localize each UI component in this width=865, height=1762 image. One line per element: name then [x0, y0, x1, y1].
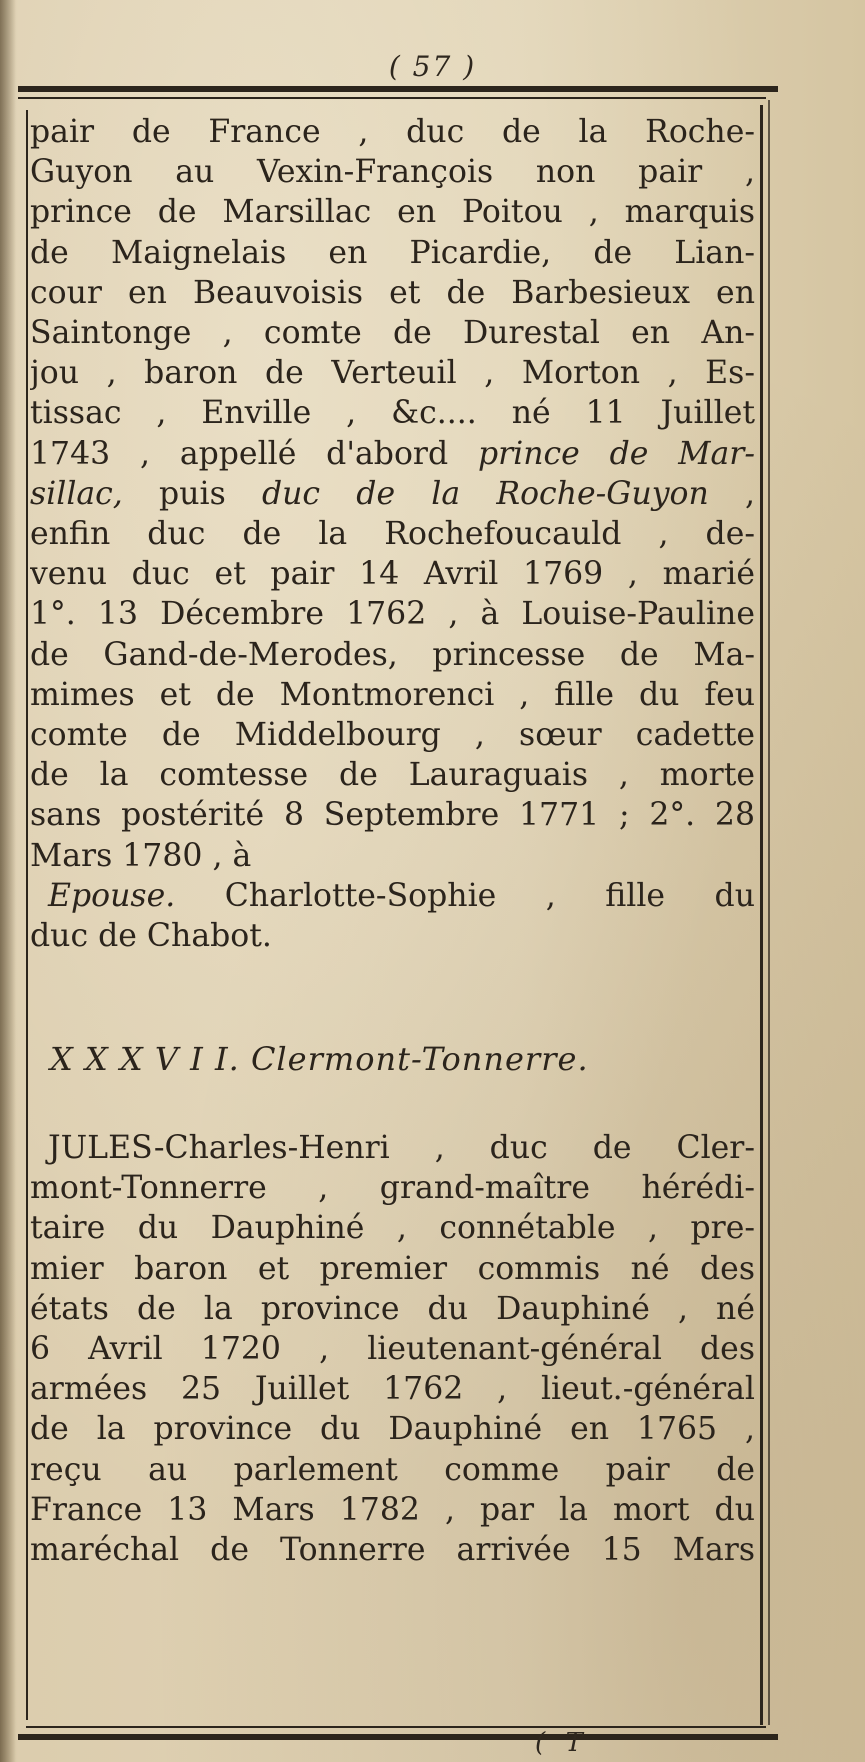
text-line: jou , baron de Verteuil , Morton , Es- [30, 355, 755, 392]
text-line: JULES-Charles-Henri , duc de Cler- [48, 1130, 755, 1166]
text-line: enfin duc de la Rochefoucauld , de- [30, 516, 755, 553]
text-line: états de la province du Dauphiné , né [30, 1290, 755, 1327]
epouse-line [30, 876, 755, 916]
text-segment: Charlotte-Sophie , fille du [175, 877, 755, 914]
catchword: ( T [535, 1728, 589, 1758]
section-numeral: X X X V I I. [50, 1040, 240, 1078]
text-line-mixed [30, 434, 755, 474]
text-segment: 1743 , appellé d'abord [30, 435, 478, 472]
frame-right-rule [760, 105, 763, 1725]
top-thick-rule [18, 86, 778, 92]
frame-right-rule-outer [768, 100, 770, 1725]
text-line: de la comtesse de Lauraguais , morte [30, 757, 755, 794]
text-line: prince de Marsillac en Poitou , marquis [30, 194, 755, 231]
text-line: maréchal de Tonnerre arrivée 15 Mars [30, 1532, 755, 1569]
text-line: pair de France , duc de la Roche- [30, 114, 755, 150]
section-heading [30, 1040, 755, 1078]
page-footer [0, 1728, 865, 1762]
page-number: ( 57 ) [388, 50, 477, 83]
text-line: de Maignelais en Picardie, de Lian- [30, 234, 755, 271]
text-line: comte de Middelbourg , sœur cadette [30, 717, 755, 754]
text-line: de la province du Dauphiné en 1765 , [30, 1411, 755, 1448]
epouse-label: Epouse. [48, 877, 176, 914]
text-segment: , [708, 475, 755, 512]
italic-segment: sillac, [30, 475, 123, 512]
text-line: cour en Beauvoisis et de Barbesieux en [30, 274, 755, 311]
frame-left-rule [26, 110, 28, 1720]
text-line: de Gand-de-Merodes, princesse de Ma- [30, 636, 755, 673]
text-line: tissac , Enville , &c.... né 11 Juillet [30, 395, 755, 432]
paragraph-rochefoucauld [30, 112, 755, 956]
italic-segment: duc de la Roche-Guyon [261, 475, 709, 512]
text-line: mont-Tonnerre , grand-maître hérédi- [30, 1170, 755, 1207]
text-line: armées 25 Juillet 1762 , lieut.-général [30, 1371, 755, 1408]
paragraph-clermont-tonnerre [30, 1128, 755, 1570]
spine-shadow [0, 0, 16, 1762]
text-line: Guyon au Vexin-François non pair , [30, 154, 755, 191]
text-line: mier baron et premier commis né des [30, 1250, 755, 1287]
italic-segment: prince de Mar- [477, 435, 755, 472]
text-line: reçu au parlement comme pair de [30, 1451, 755, 1488]
text-line: Mars 1780 , à [30, 837, 252, 874]
text-segment: puis [122, 475, 262, 512]
text-line: venu duc et pair 14 Avril 1769 , marié [30, 556, 755, 593]
text-line: France 13 Mars 1782 , par la mort du [30, 1491, 755, 1528]
section-name: Clermont-Tonnerre. [239, 1040, 589, 1078]
text-line: mimes et de Montmorenci , fille du feu [30, 676, 755, 713]
top-thin-rule [18, 97, 766, 99]
text-line: 6 Avril 1720 , lieutenant-général des [30, 1331, 755, 1368]
text-line: sans postérité 8 Septembre 1771 ; 2°. 28 [30, 797, 755, 834]
text-line: Saintonge , comte de Durestal en An- [30, 315, 755, 352]
text-line-mixed [30, 474, 755, 514]
text-line: 1°. 13 Décembre 1762 , à Louise-Pauline [30, 596, 755, 633]
text-line: duc de Chabot. [30, 918, 272, 955]
text-line: taire du Dauphiné , connétable , pre- [30, 1210, 755, 1247]
